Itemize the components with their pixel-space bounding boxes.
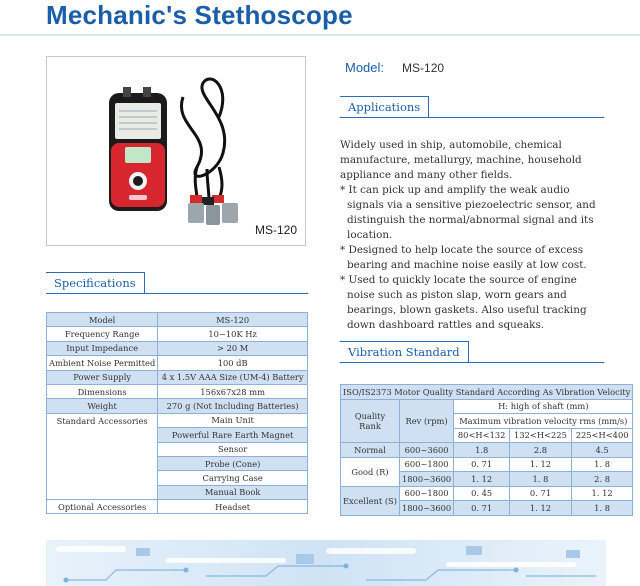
rank-cell: Normal	[341, 443, 400, 458]
spec-value: 4 x 1.5V AAA Size (UM-4) Battery	[158, 370, 308, 384]
max-velocity-header: Maximum vibration velocity rms (mm/s)	[454, 414, 633, 429]
spec-key: Weight	[47, 399, 158, 413]
rev-cell: 1800~3600	[399, 501, 453, 516]
rev-cell: 600~3600	[399, 443, 453, 458]
rev-cell: 1800~3600	[399, 472, 453, 487]
rank-cell: Excellent (S)	[341, 486, 400, 515]
table-row	[47, 413, 308, 427]
stethoscope-illustration	[47, 57, 306, 246]
value-cell: 1. 8	[571, 457, 633, 472]
value-cell: 2.8	[510, 443, 572, 458]
accessory-item: Sensor	[158, 442, 308, 456]
title-divider	[0, 34, 640, 36]
vibration-table	[340, 384, 633, 516]
spec-key: Power Supply	[47, 370, 158, 384]
decorative-footer-band	[46, 540, 606, 586]
value-cell: 1. 12	[510, 501, 572, 516]
accessory-item: Powerful Rare Earth Magnet	[158, 428, 308, 442]
value-cell: 2. 8	[571, 472, 633, 487]
model-value: MS-120	[402, 61, 445, 75]
accessory-item: Carrying Case	[158, 471, 308, 485]
spec-value: 156x67x28 mm	[158, 384, 308, 398]
photo-model-caption: MS-120	[254, 223, 297, 237]
table-row	[47, 399, 308, 413]
table-row	[47, 313, 308, 327]
applications-text	[340, 138, 602, 333]
spec-value: 10~10K Hz	[158, 327, 308, 341]
vibration-heading	[340, 341, 604, 363]
table-row	[47, 341, 308, 355]
spec-value: MS-120	[158, 313, 308, 327]
spec-key: Model	[47, 313, 158, 327]
applications-bullet: * Used to quickly locate the source of engine noise such as piston slap, worn gears and bearings, blown gaskets. Also useful tracking down dashboard rattles and squeaks.	[340, 274, 587, 331]
applications-intro: Widely used in ship, automobile, chemical manufacture, metallurgy, machine, household appliance and many other fields.	[340, 139, 582, 181]
rank-cell: Good (R)	[341, 457, 400, 486]
model-label: Model:	[345, 60, 385, 75]
specifications-heading-label: Specifications	[46, 272, 145, 294]
value-cell: 4.5	[571, 443, 633, 458]
optional-accessories-label: Optional Accessories	[47, 500, 158, 514]
shaft-header: H: high of shaft (mm)	[454, 399, 633, 414]
table-row	[341, 457, 633, 472]
h-range-header: 225<H<400	[571, 428, 633, 443]
table-row	[341, 486, 633, 501]
value-cell: 1. 12	[571, 486, 633, 501]
table-row	[47, 384, 308, 398]
applications-bullet: * It can pick up and amplify the weak audio signals via a sensitive piezoelectric sensor, and distinguish the normal/abnormal signal and its location.	[340, 184, 596, 241]
h-range-header: 80<H<132	[454, 428, 510, 443]
accessory-item: Main Unit	[158, 413, 308, 427]
table-row	[47, 356, 308, 370]
spec-value: 100 dB	[158, 356, 308, 370]
page-title: Mechanic's Stethoscope	[46, 0, 353, 30]
accessory-item: Manual Book	[158, 485, 308, 499]
quality-rank-header: Quality Rank	[341, 399, 400, 443]
value-cell: 0. 71	[454, 457, 510, 472]
circuit-board-graphic	[46, 540, 606, 586]
specifications-table	[46, 312, 308, 514]
applications-heading-label: Applications	[340, 96, 429, 118]
value-cell: 1. 12	[510, 457, 572, 472]
spec-key: Frequency Range	[47, 327, 158, 341]
model-line	[345, 60, 444, 75]
value-cell: 1. 12	[454, 472, 510, 487]
accessory-item: Headset	[158, 500, 308, 514]
applications-bullet: * Designed to help locate the source of excess bearing and machine noise easily at low cost.	[340, 244, 587, 271]
specifications-heading	[46, 272, 308, 294]
vibration-table-title: ISO/IS2373 Motor Quality Standard According As Vibration Velocity	[341, 385, 633, 400]
table-row	[47, 500, 308, 514]
rev-cell: 600~1800	[399, 457, 453, 472]
value-cell: 0. 45	[454, 486, 510, 501]
spec-key: Input Impedance	[47, 341, 158, 355]
spec-value: > 20 M	[158, 341, 308, 355]
applications-heading	[340, 96, 604, 118]
table-row	[47, 327, 308, 341]
spec-value: 270 g (Not Including Batteries)	[158, 399, 308, 413]
value-cell: 0. 71	[510, 486, 572, 501]
table-row	[47, 370, 308, 384]
value-cell: 1.8	[454, 443, 510, 458]
vibration-heading-label: Vibration Standard	[340, 341, 469, 363]
table-row	[341, 399, 633, 414]
accessory-item: Probe (Cone)	[158, 456, 308, 470]
standard-accessories-label: Standard Accessories	[47, 413, 158, 499]
value-cell: 1. 8	[510, 472, 572, 487]
h-range-header: 132<H<225	[510, 428, 572, 443]
value-cell: 0. 71	[454, 501, 510, 516]
product-photo	[46, 56, 306, 246]
rev-header: Rev (rpm)	[399, 399, 453, 443]
table-row	[341, 443, 633, 458]
spec-key: Dimensions	[47, 384, 158, 398]
spec-key: Ambient Noise Permitted	[47, 356, 158, 370]
table-row	[341, 385, 633, 400]
value-cell: 1. 8	[571, 501, 633, 516]
rev-cell: 600~1800	[399, 486, 453, 501]
